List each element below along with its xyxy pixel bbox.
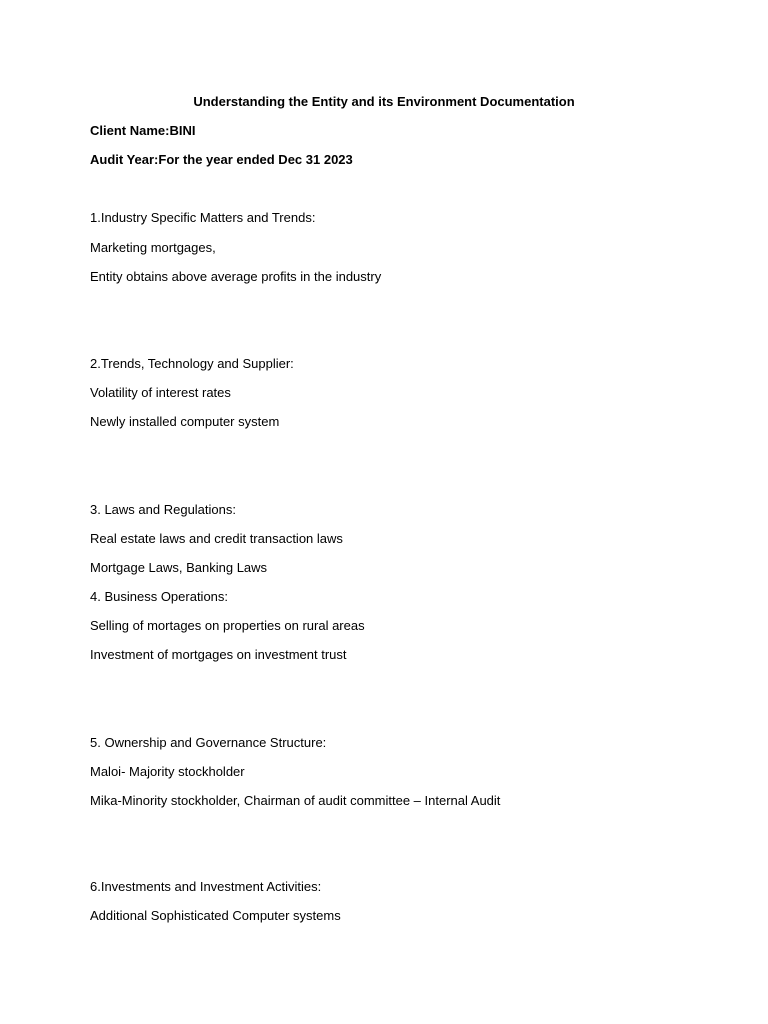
section-item: Real estate laws and credit transaction laws (90, 531, 343, 546)
section-item: Selling of mortages on properties on rural areas (90, 618, 365, 633)
section-heading: 2.Trends, Technology and Supplier: (90, 356, 294, 371)
document-title: Understanding the Entity and its Environment Documentation (193, 94, 575, 109)
section-item: Newly installed computer system (90, 414, 280, 429)
section-heading: 1.Industry Specific Matters and Trends: (90, 210, 316, 225)
section-item: Entity obtains above average profits in the industry (90, 269, 382, 284)
section-item: Mika-Minority stockholder, Chairman of audit committee – Internal Audit (90, 793, 501, 808)
section-item: Marketing mortgages, (90, 240, 216, 255)
section-item: Mortgage Laws, Banking Laws (90, 560, 268, 575)
section-item: Volatility of interest rates (90, 385, 231, 400)
section-heading: 6.Investments and Investment Activities: (90, 879, 322, 894)
section-heading: 3. Laws and Regulations: (90, 502, 236, 517)
section-item: Maloi- Majority stockholder (90, 764, 245, 779)
section-item: Additional Sophisticated Computer systems (90, 908, 341, 923)
section-heading: 4. Business Operations: (90, 589, 229, 604)
audit-year: Audit Year:For the year ended Dec 31 2023 (90, 152, 353, 167)
section-heading: 5. Ownership and Governance Structure: (90, 735, 327, 750)
section-item: Investment of mortgages on investment trust (90, 647, 347, 662)
client-name: Client Name:BINI (90, 123, 196, 138)
